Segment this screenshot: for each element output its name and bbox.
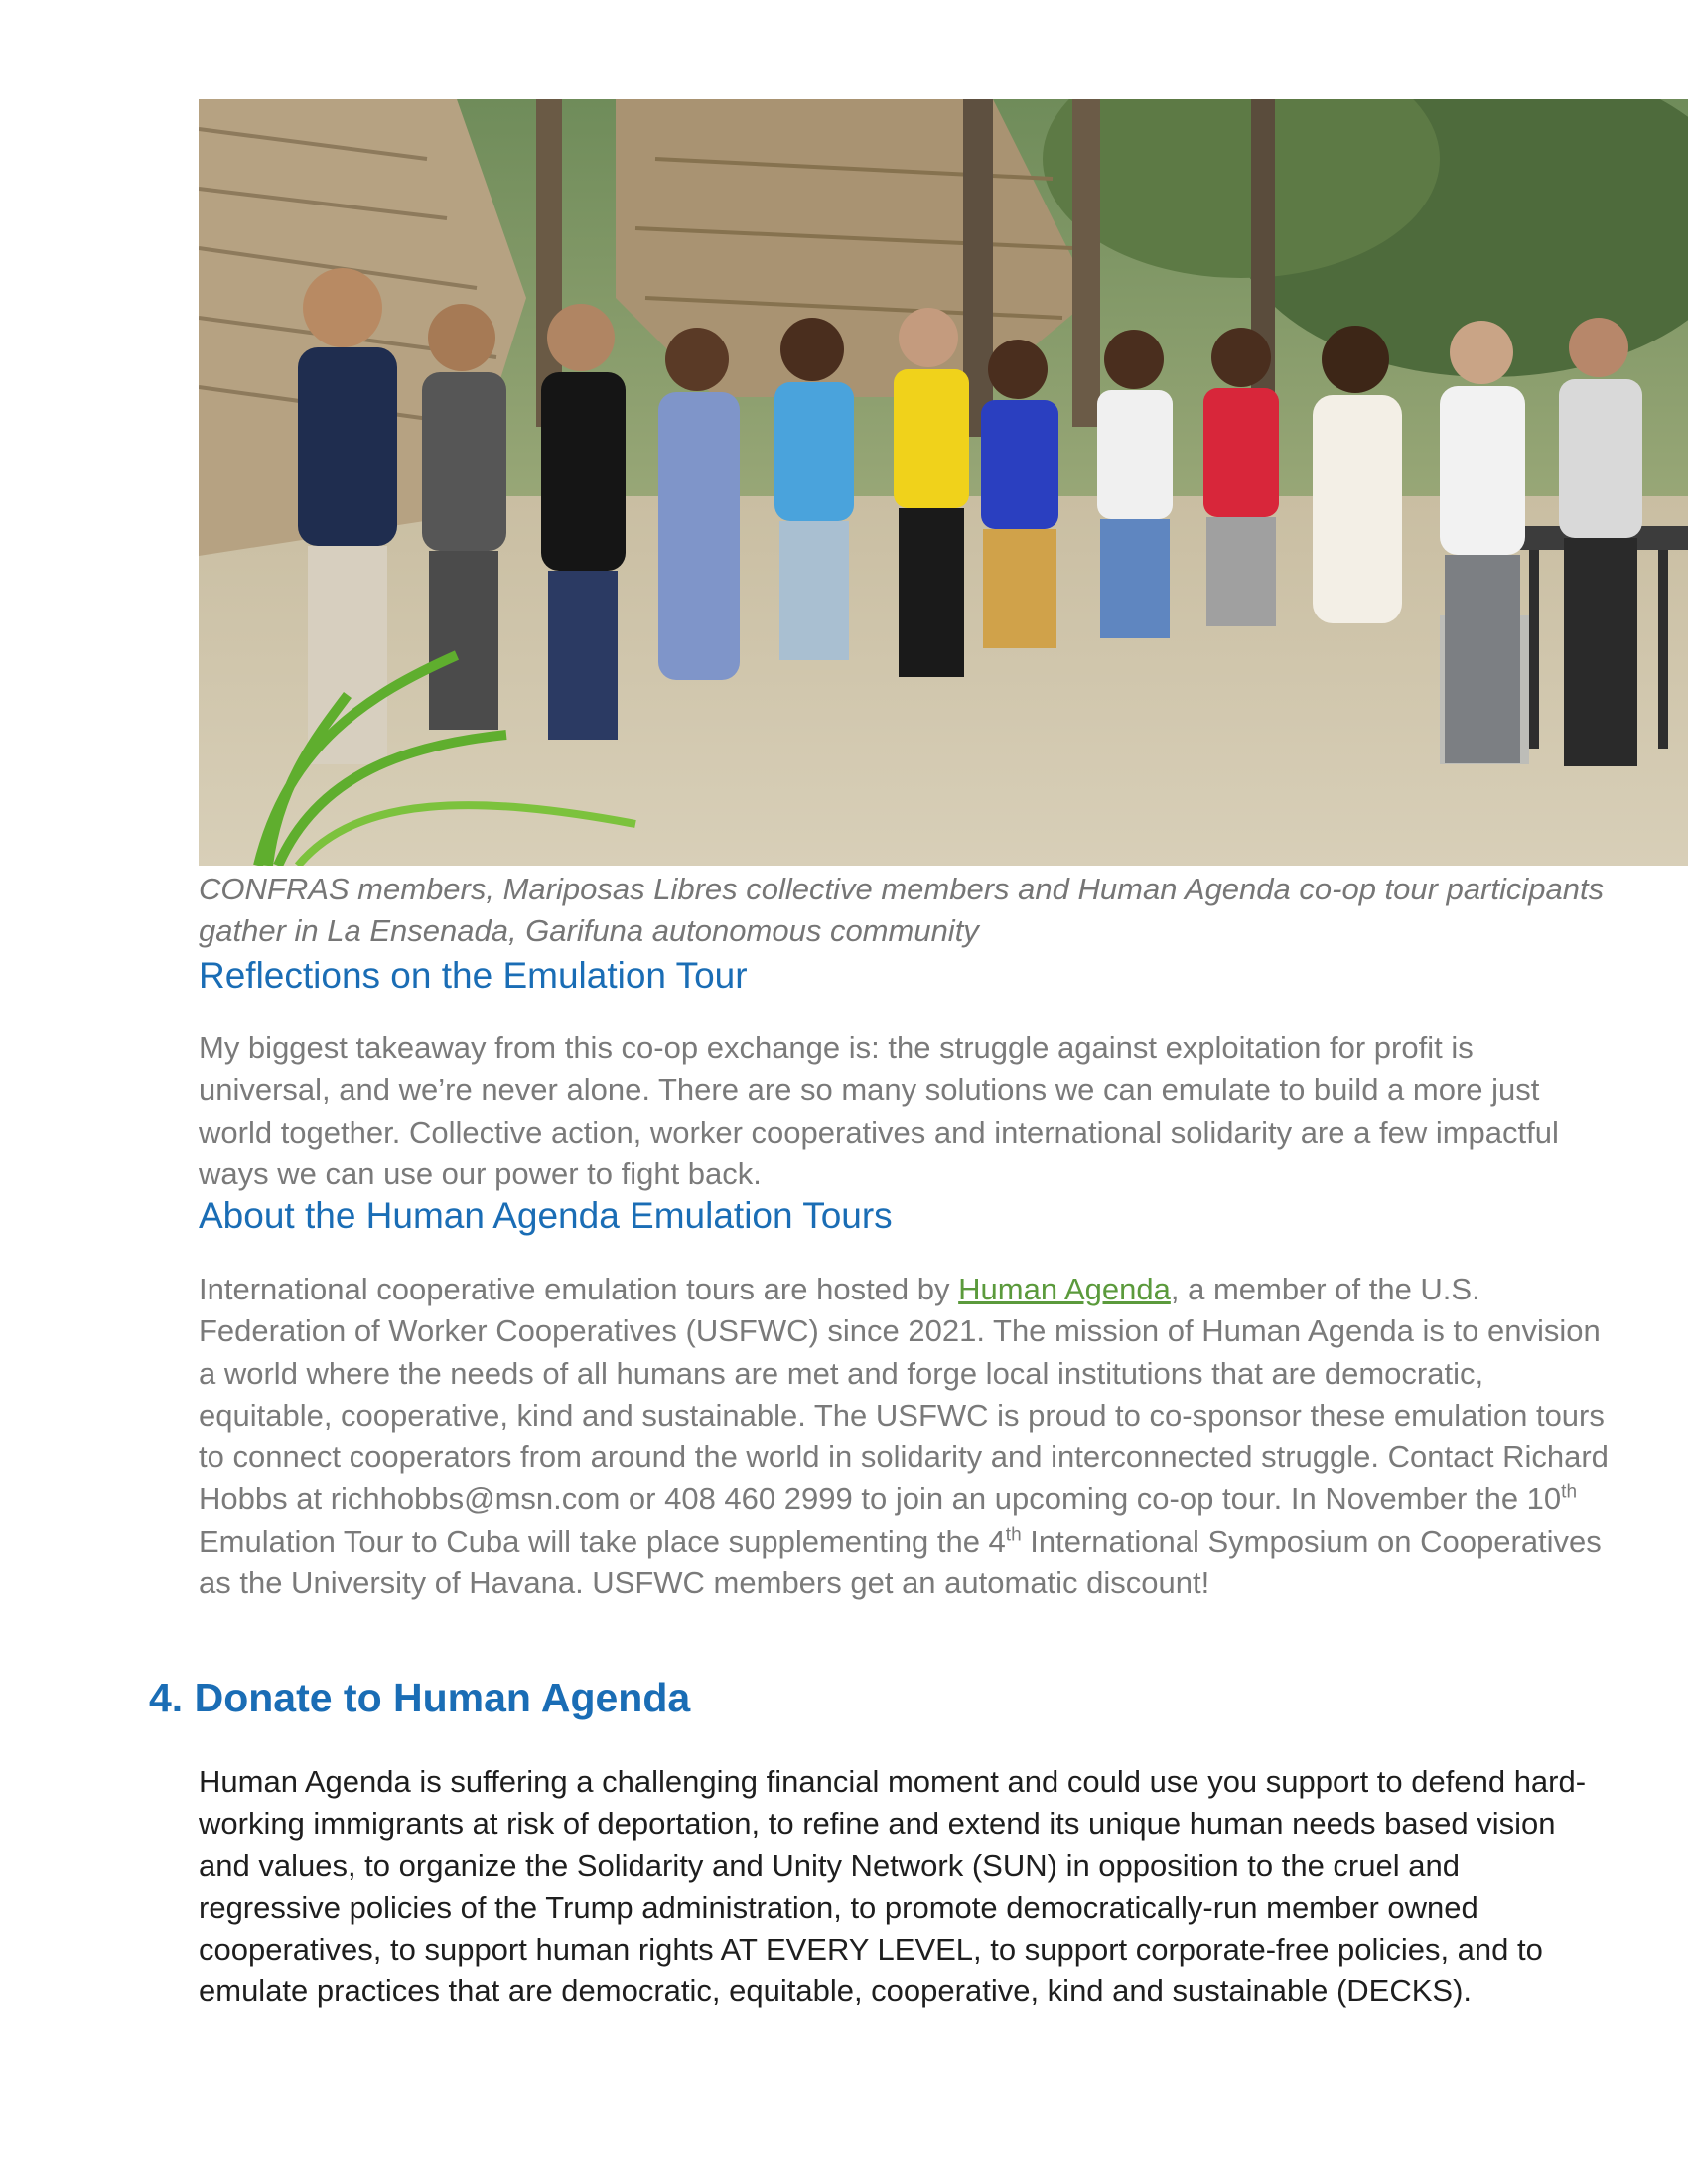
- ordinal-suffix-10th: th: [1561, 1482, 1578, 1504]
- donate-heading: 4. Donate to Human Agenda: [149, 1675, 691, 1720]
- about-text-2: , a member of the U.S. Federation of Worker Cooperatives (USFWC) since 2021. The mission of Human Agenda is to envision a world where the needs of all humans are met and forge local institutions that are democratic, equitable, cooperative, kind and sustainable. The USFWC is proud to co-sponsor these emulation tours to connect cooperators from around the world in solidarity and interconnected struggle. Contact Richard Hobbs at richhobbs@msn.com or 408 460 2999 to join an upcoming co-op tour. In November the 10: [199, 1272, 1609, 1517]
- donate-body: Human Agenda is suffering a challenging financial moment and could use you support to defend hard-working immigrants at risk of deportation, to refine and extend its unique human needs based vision and values, to organize the Solidarity and Unity Network (SUN) in opposition to the cruel and regressive policies of the Trump administration, to promote democratically-run member owned cooperatives, to support human rights AT EVERY LEVEL, to support corporate-free policies, and to emulate practices that are democratic, equitable, cooperative, kind and sustainable (DECKS).: [199, 1764, 1587, 2009]
- about-body: [199, 1269, 1609, 1604]
- photo-caption: CONFRAS members, Mariposas Libres collective members and Human Agenda co-op tour participants gather in La Ensenada, Garifuna autonomous community: [199, 872, 1605, 948]
- about-text-1: International cooperative emulation tours are hosted by: [199, 1272, 959, 1306]
- reflections-body: My biggest takeaway from this co-op exchange is: the struggle against exploitation for profit is universal, and we’re never alone. There are so many solutions we can emulate to build a more just world together. Collective action, worker cooperatives and international solidarity are a few impactful ways we can use our power to fight back.: [199, 1030, 1559, 1191]
- about-text-4: International Symposium on Cooperatives as the University of Havana. USFWC members get an automatic discount!: [199, 1523, 1602, 1601]
- group-photo-illustration: [199, 99, 1688, 866]
- ordinal-suffix-4th: th: [1005, 1524, 1022, 1546]
- about-heading: About the Human Agenda Emulation Tours: [199, 1195, 893, 1236]
- human-agenda-link[interactable]: Human Agenda: [958, 1272, 1171, 1306]
- group-photo: [199, 99, 1688, 866]
- reflections-heading: Reflections on the Emulation Tour: [199, 955, 748, 996]
- about-text-3: Emulation Tour to Cuba will take place supplementing the 4: [199, 1523, 1006, 1559]
